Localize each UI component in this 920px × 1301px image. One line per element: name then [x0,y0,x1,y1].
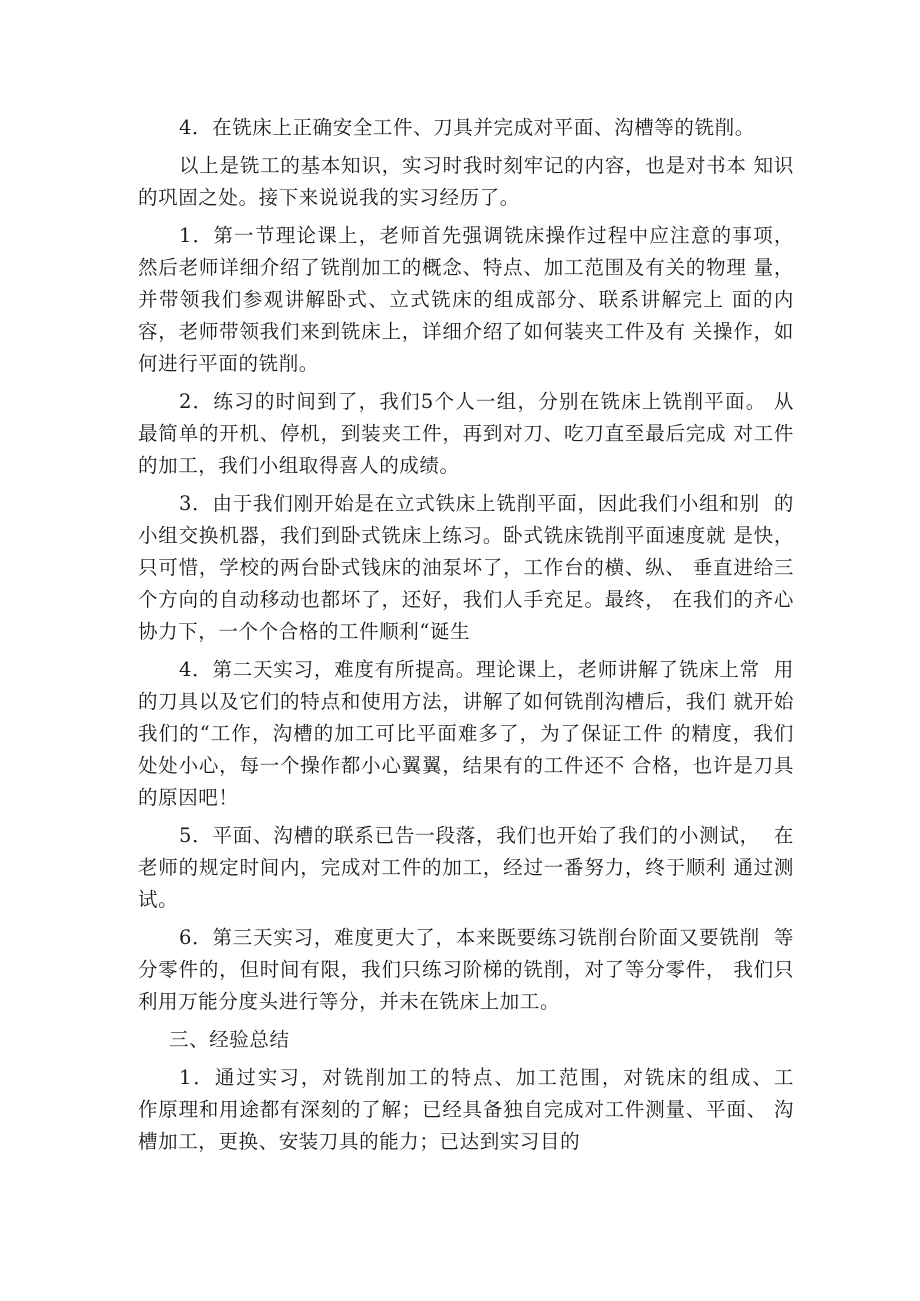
paragraph-experience-5: 5．平面、沟槽的联系已告一段落，我们也开始了我们的小测试， 在老师的规定时间内，完成对工件的加工，经过一番努力，终于顺利 通过测试。 [138,824,794,911]
paragraph-experience-3: 3．由于我们刚开始是在立式铁床上铣削平面，因此我们小组和别 的小组交换机器，我们到卧式铣床上练习。卧式铣床铣削平面速度就 是快，只可惜，学校的两台卧式钱床的油泵坏了，工作台的横、纵、 垂直进给三个方向的自动移动也都坏了，还好，我们人手充足。最终， 在我们的齐心协力下，一个个合格的工件顺利“诞生 [138,492,794,643]
paragraph-experience-4: 4．第二天实习，难度有所提高。理论课上，老师讲解了铣床上常 用的刀具以及它们的特点和使用方法，讲解了如何铣削沟槽后，我们 就开始我们的“工作，沟槽的加工可比平面难多了，为了保证工件 的精度，我们处处小心，每一个操作都小心翼翼，结果有的工件还不 合格，也许是刀具的原因吧！ [138,658,794,809]
paragraph-summary-1: 1．通过实习，对铣削加工的特点、加工范围，对铣床的组成、工 作原理和用途都有深刻的了解；已经具备独自完成对工件测量、平面、 沟槽加工，更换、安装刀具的能力；已达到实习目的 [138,1066,815,1153]
section-heading-experience-summary: 三、经验总结 [169,1028,290,1051]
paragraph-experience-6: 6．第三天实习，难度更大了，本来既要练习铣削台阶面又要铣削 等分零件的，但时间有限，我们只练习阶梯的铣削，对了等分零件， 我们只利用万能分度头进行等分，并未在铣床上加工。 [138,926,794,1013]
document-body [138,112,815,1158]
paragraph-summary-intro: 以上是铣工的基本知识，实习时我时刻牢记的内容，也是对书本 知识的巩固之处。接下来说说我的实习经历了。 [138,154,794,209]
paragraph-experience-1: 1．第一节理论课上，老师首先强调铣床操作过程中应注意的事项，然后老师详细介绍了铣削加工的概念、特点、加工范围及有关的物理 量，并带领我们参观讲解卧式、立式铣床的组成部分、联系讲解完上 面的内容，老师带领我们来到铣床上，详细介绍了如何装夹工件及有 关操作，如何进行平面的铣削。 [138,224,794,375]
paragraph-experience-2: 2．练习的时间到了，我们5个人一组，分别在铣床上铣削平面。 从最简单的开机、停机，到装夹工件，再到对刀、吃刀直至最后完成 对工件的加工，我们小组取得喜人的成绩。 [138,390,794,477]
paragraph-item-4-goal: 4．在铣床上正确安全工件、刀具并完成对平面、沟槽等的铣削。 [179,116,755,139]
